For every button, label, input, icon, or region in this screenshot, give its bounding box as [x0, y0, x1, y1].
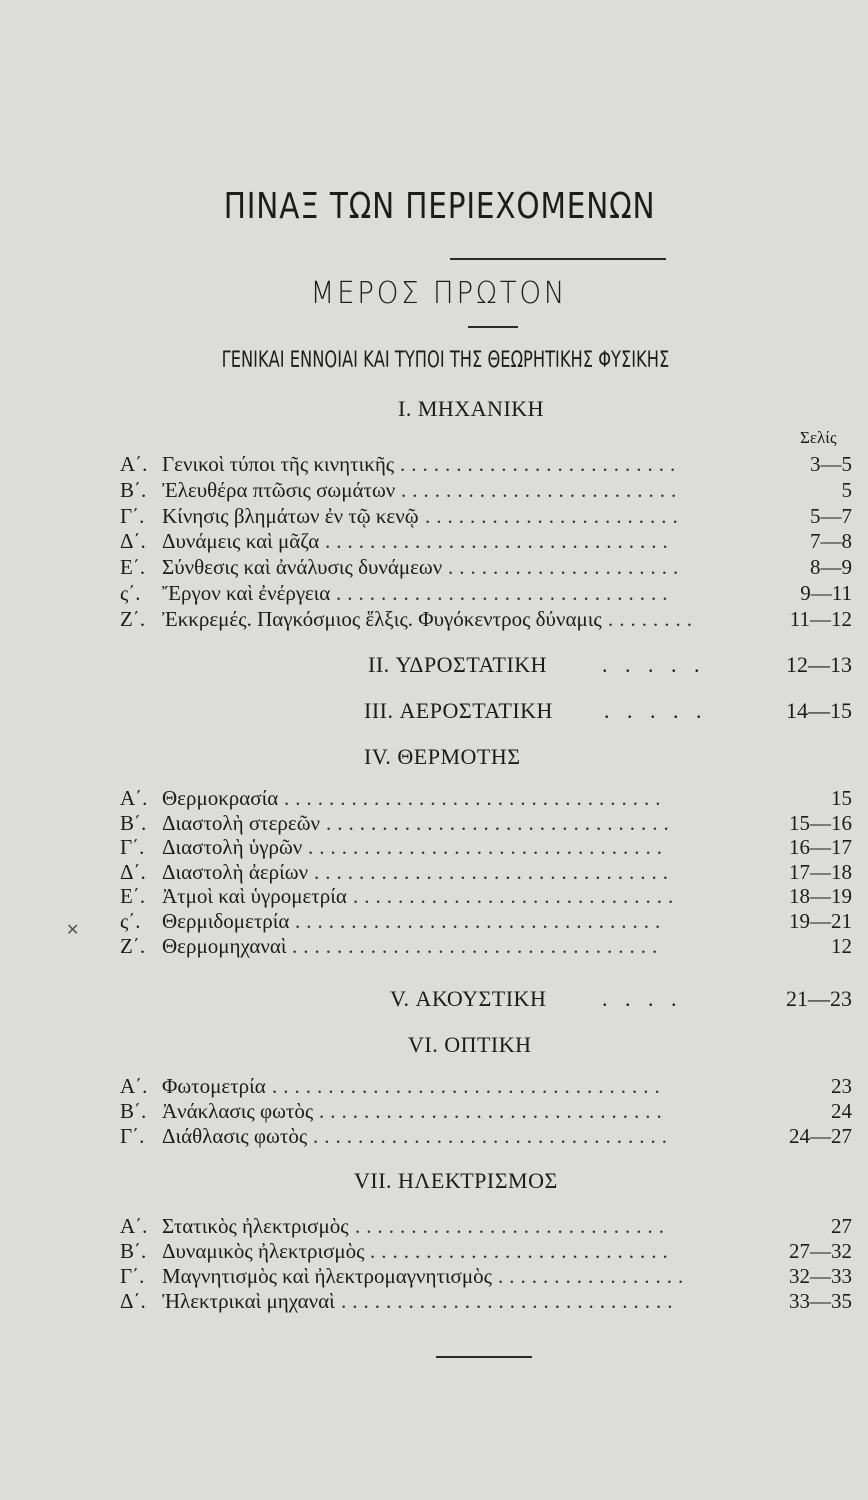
section-heading-heat: IV. ΘΕΡΜΟΤΗΣ	[364, 744, 521, 769]
toc-label: Δ΄.	[120, 529, 146, 554]
page-numbers: 11—12	[789, 606, 852, 631]
toc-entry-text: Διάθλασις φωτὸς	[162, 1124, 308, 1148]
leader-dots: . . . . .	[604, 698, 708, 723]
toc-label: Γ΄.	[120, 1124, 145, 1148]
leader-dots: ................................	[308, 835, 668, 860]
toc-label: Δ΄.	[120, 859, 146, 884]
page-numbers: 17—18	[789, 859, 852, 884]
leader-dots: . . . .	[602, 986, 683, 1011]
page-numbers: 8—9	[810, 555, 852, 580]
toc-label: Γ΄.	[120, 835, 145, 860]
toc-entry-text: Ἀτμοὶ καὶ ὑγρομετρία	[162, 884, 347, 909]
toc-entry-text: Στατικὸς ἠλεκτρισμὸς	[162, 1214, 349, 1238]
toc-row	[120, 1124, 852, 1152]
toc-label: Γ΄.	[120, 1264, 145, 1288]
page-numbers: 33—35	[789, 1289, 852, 1313]
toc-entry-text: Μαγνητισμὸς καὶ ἠλεκτρομαγνητισμὸς	[162, 1264, 492, 1288]
toc-label: Β΄.	[120, 810, 147, 835]
toc-label: Β΄.	[120, 1099, 147, 1123]
page-numbers: 14—15	[786, 698, 852, 723]
toc-entry-text: Κίνησις βλημάτων ἐν τῷ κενῷ	[162, 503, 419, 528]
toc-entry-text: Ἀνάκλασις φωτὸς	[162, 1099, 314, 1123]
toc-entry-text: Ἐλευθέρα πτῶσις σωμάτων	[162, 477, 396, 502]
toc-label: Ζ΄.	[120, 606, 146, 631]
leader-dots: ..................................	[284, 786, 667, 810]
toc-row	[120, 529, 852, 557]
toc-row	[120, 581, 852, 609]
section-heading-electricity: VII. ΗΛΕΚΤΡΙΣΜΟΣ	[354, 1168, 558, 1193]
section-heading-mechanics: I. ΜΗΧΑΝΙΚΗ	[398, 396, 545, 421]
toc-row	[120, 607, 852, 635]
leader-dots: ...................................	[272, 1074, 666, 1098]
toc-label: Α΄.	[120, 786, 148, 810]
leader-dots: ...............................	[319, 1099, 668, 1123]
page-numbers: 15—16	[789, 810, 852, 835]
leader-dots: .................................	[295, 909, 667, 933]
leader-dots: .........................	[401, 477, 683, 502]
leader-dots: .............................	[353, 884, 680, 909]
toc-label: ς΄.	[120, 581, 141, 605]
toc-label: Α΄.	[120, 1214, 148, 1238]
page-numbers: 24—27	[789, 1124, 852, 1148]
toc-row	[120, 1264, 852, 1292]
leader-dots: ...........................	[370, 1239, 674, 1263]
page-numbers: 12	[831, 933, 852, 958]
margin-mark: ✕	[66, 920, 80, 939]
leader-dots: ........	[608, 606, 698, 631]
toc-label: Ζ΄.	[120, 933, 146, 958]
toc-entry-text: Γενικοὶ τύποι τῆς κινητικῆς	[162, 452, 395, 476]
toc-entry-text: Φωτομετρία	[162, 1074, 266, 1098]
page-numbers: 32—33	[789, 1264, 852, 1288]
page-numbers: 21—23	[786, 986, 852, 1011]
part-divider	[468, 326, 518, 328]
toc-entry-text: Θερμιδομετρία	[162, 909, 290, 933]
toc-row	[120, 1239, 852, 1267]
toc-label: Γ΄.	[120, 503, 145, 528]
toc-label: Ε΄.	[120, 884, 146, 909]
toc-entry-text: Διαστολὴ ὑγρῶν	[162, 835, 303, 860]
toc-label: Ε΄.	[120, 555, 146, 580]
page-numbers: 24	[831, 1099, 852, 1123]
page-numbers: 27	[831, 1214, 852, 1238]
toc-entry-text: Δυναμικὸς ἠλεκτρισμὸς	[162, 1239, 365, 1263]
page-numbers: 5	[841, 477, 852, 502]
page-numbers: 16—17	[789, 835, 852, 860]
page-numbers: 12—13	[786, 652, 852, 677]
leader-dots: ..............................	[341, 1289, 679, 1313]
toc-row	[120, 1289, 852, 1317]
toc-row	[120, 452, 852, 480]
page-numbers: 7—8	[810, 529, 852, 554]
toc-label: Δ΄.	[120, 1289, 146, 1313]
page-numbers: 23	[831, 1074, 852, 1098]
leader-dots: .........................	[400, 452, 682, 476]
leader-dots: .................................	[292, 933, 664, 958]
toc-row	[120, 1074, 852, 1102]
toc-row	[120, 1214, 852, 1242]
title-underline	[450, 258, 666, 260]
section-title: II. ΥΔΡΟΣΤΑΤΙΚΗ	[368, 652, 548, 677]
acoustics-row	[120, 986, 852, 1016]
toc-entry-text: Θερμοκρασία	[162, 786, 279, 810]
leader-dots: . . . . .	[602, 652, 706, 677]
leader-dots: ................................	[314, 859, 674, 884]
hydrostatics-row	[120, 652, 852, 682]
toc-row	[120, 1099, 852, 1127]
end-divider	[436, 1356, 532, 1358]
subtitle: ΓΕΝΙΚΑΙ ΕΝΝΟΙΑΙ ΚΑΙ ΤΥΠΟΙ ΤΗΣ ΘΕΩΡΗΤΙΚΗΣ ΦΥΣΙΚΗΣ	[221, 348, 670, 373]
page-numbers: 15	[831, 786, 852, 810]
page-numbers: 3—5	[810, 452, 852, 476]
toc-entry-text: Δυνάμεις καὶ μᾶζα	[162, 529, 320, 554]
page-numbers: 9—11	[800, 581, 852, 605]
toc-row	[120, 478, 852, 506]
page-column-label: Σελίς	[800, 428, 837, 447]
toc-label: Β΄.	[120, 477, 147, 502]
toc-entry-text: Ἠλεκτρικαὶ μηχαναὶ	[162, 1289, 335, 1313]
page-numbers: 5—7	[810, 503, 852, 528]
toc-row	[120, 934, 852, 962]
section-title: III. ΑΕΡΟΣΤΑΤΙΚΗ	[364, 698, 553, 723]
toc-entry-text: Σύνθεσις καὶ ἀνάλυσις δυνάμεων	[162, 555, 443, 580]
leader-dots: ............................	[355, 1214, 670, 1238]
page-numbers: 19—21	[789, 909, 852, 933]
aerostatics-row	[120, 698, 852, 728]
leader-dots: ................................	[313, 1124, 673, 1148]
part-heading: ΜΕΡΟΣ ΠΡΩΤΟΝ	[310, 276, 568, 311]
toc-label: ς΄.	[120, 909, 141, 933]
page-numbers: 18—19	[789, 884, 852, 909]
toc-entry-text: Ἐκκρεμές. Παγκόσμιος ἕλξις. Φυγόκεντρος δύναμις	[162, 606, 602, 631]
section-heading-optics: VI. ΟΠΤΙΚΗ	[408, 1032, 532, 1057]
toc-row	[120, 504, 852, 532]
leader-dots: ...............................	[325, 529, 674, 554]
toc-label: Α΄.	[120, 1074, 148, 1098]
page-title: ΠΙΝΑΞ ΤΩΝ ΠΕΡΙΕΧΟΜΕΝΩΝ	[223, 186, 656, 227]
section-title: V. ΑΚΟΥΣΤΙΚΗ	[390, 986, 547, 1011]
toc-entry-text: Διαστολὴ στερεῶν	[162, 810, 321, 835]
toc-row	[120, 555, 852, 583]
leader-dots: ...............................	[326, 810, 675, 835]
toc-entry-text: Θερμομηχαναὶ	[162, 933, 287, 958]
toc-label: Β΄.	[120, 1239, 147, 1263]
leader-dots: .......................	[425, 503, 684, 528]
toc-entry-text: Διαστολὴ ἀερίων	[162, 859, 309, 884]
leader-dots: .................	[498, 1264, 690, 1288]
toc-entry-text: Ἔργον καὶ ἐνέργεια	[162, 581, 331, 605]
leader-dots: .....................	[448, 555, 685, 580]
leader-dots: ..............................	[336, 581, 674, 605]
toc-label: Α΄.	[120, 452, 148, 476]
page-numbers: 27—32	[789, 1239, 852, 1263]
